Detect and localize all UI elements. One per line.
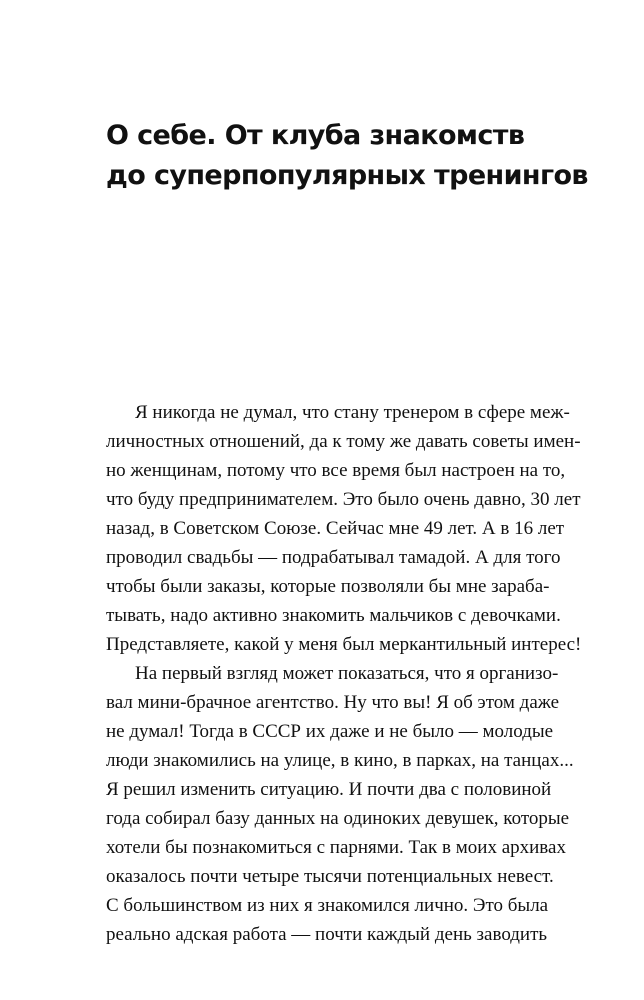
text-line: не думал! Тогда в СССР их даже и не было — молодые: [106, 721, 554, 742]
text-line: что буду предпринимателем. Это было очень давно, 30 лет: [106, 489, 581, 510]
text-line: проводил свадьбы — подрабатывал тамадой. А для того: [106, 547, 561, 568]
text-line: реально адская работа — почти каждый день заводить: [106, 924, 548, 945]
text-line: Представляете, какой у меня был меркантильный интерес!: [106, 634, 582, 655]
text-line: хотели бы познакомиться с парнями. Так в моих архивах: [106, 837, 566, 858]
text-line: чтобы были заказы, которые позволяли бы мне зараба-: [106, 576, 550, 597]
text-line: вал мини-брачное агентство. Ну что вы! Я об этом даже: [106, 692, 560, 713]
chapter-title: [106, 116, 588, 196]
text-line: На первый взгляд может показаться, что я организо-: [135, 663, 559, 684]
text-line: тывать, надо активно знакомить мальчиков с девочками.: [106, 605, 561, 626]
paragraph-1: [106, 398, 582, 659]
text-line: люди знакомились на улице, в кино, в парках, на танцах...: [106, 750, 574, 771]
text-line: года собирал базу данных на одиноких девушек, которые: [106, 808, 570, 829]
text-line: Я никогда не думал, что стану тренером в сфере меж-: [135, 402, 570, 423]
text-line: оказалось почти четыре тысячи потенциальных невест.: [106, 866, 554, 887]
text-line: личностных отношений, да к тому же давать советы имен-: [106, 431, 581, 452]
text-line: Я решил изменить ситуацию. И почти два с половиной: [106, 779, 552, 800]
text-line: С большинством из них я знакомился лично. Это была: [106, 895, 549, 916]
paragraph-2: [106, 659, 574, 949]
body-text: [106, 398, 582, 949]
chapter-title-line-1: О себе. От клуба знакомств: [106, 120, 525, 151]
chapter-title-line-2: до суперпопулярных тренингов: [106, 160, 588, 191]
text-line: но женщинам, потому что все время был настроен на то,: [106, 460, 566, 481]
text-line: назад, в Советском Союзе. Сейчас мне 49 лет. А в 16 лет: [106, 518, 565, 539]
